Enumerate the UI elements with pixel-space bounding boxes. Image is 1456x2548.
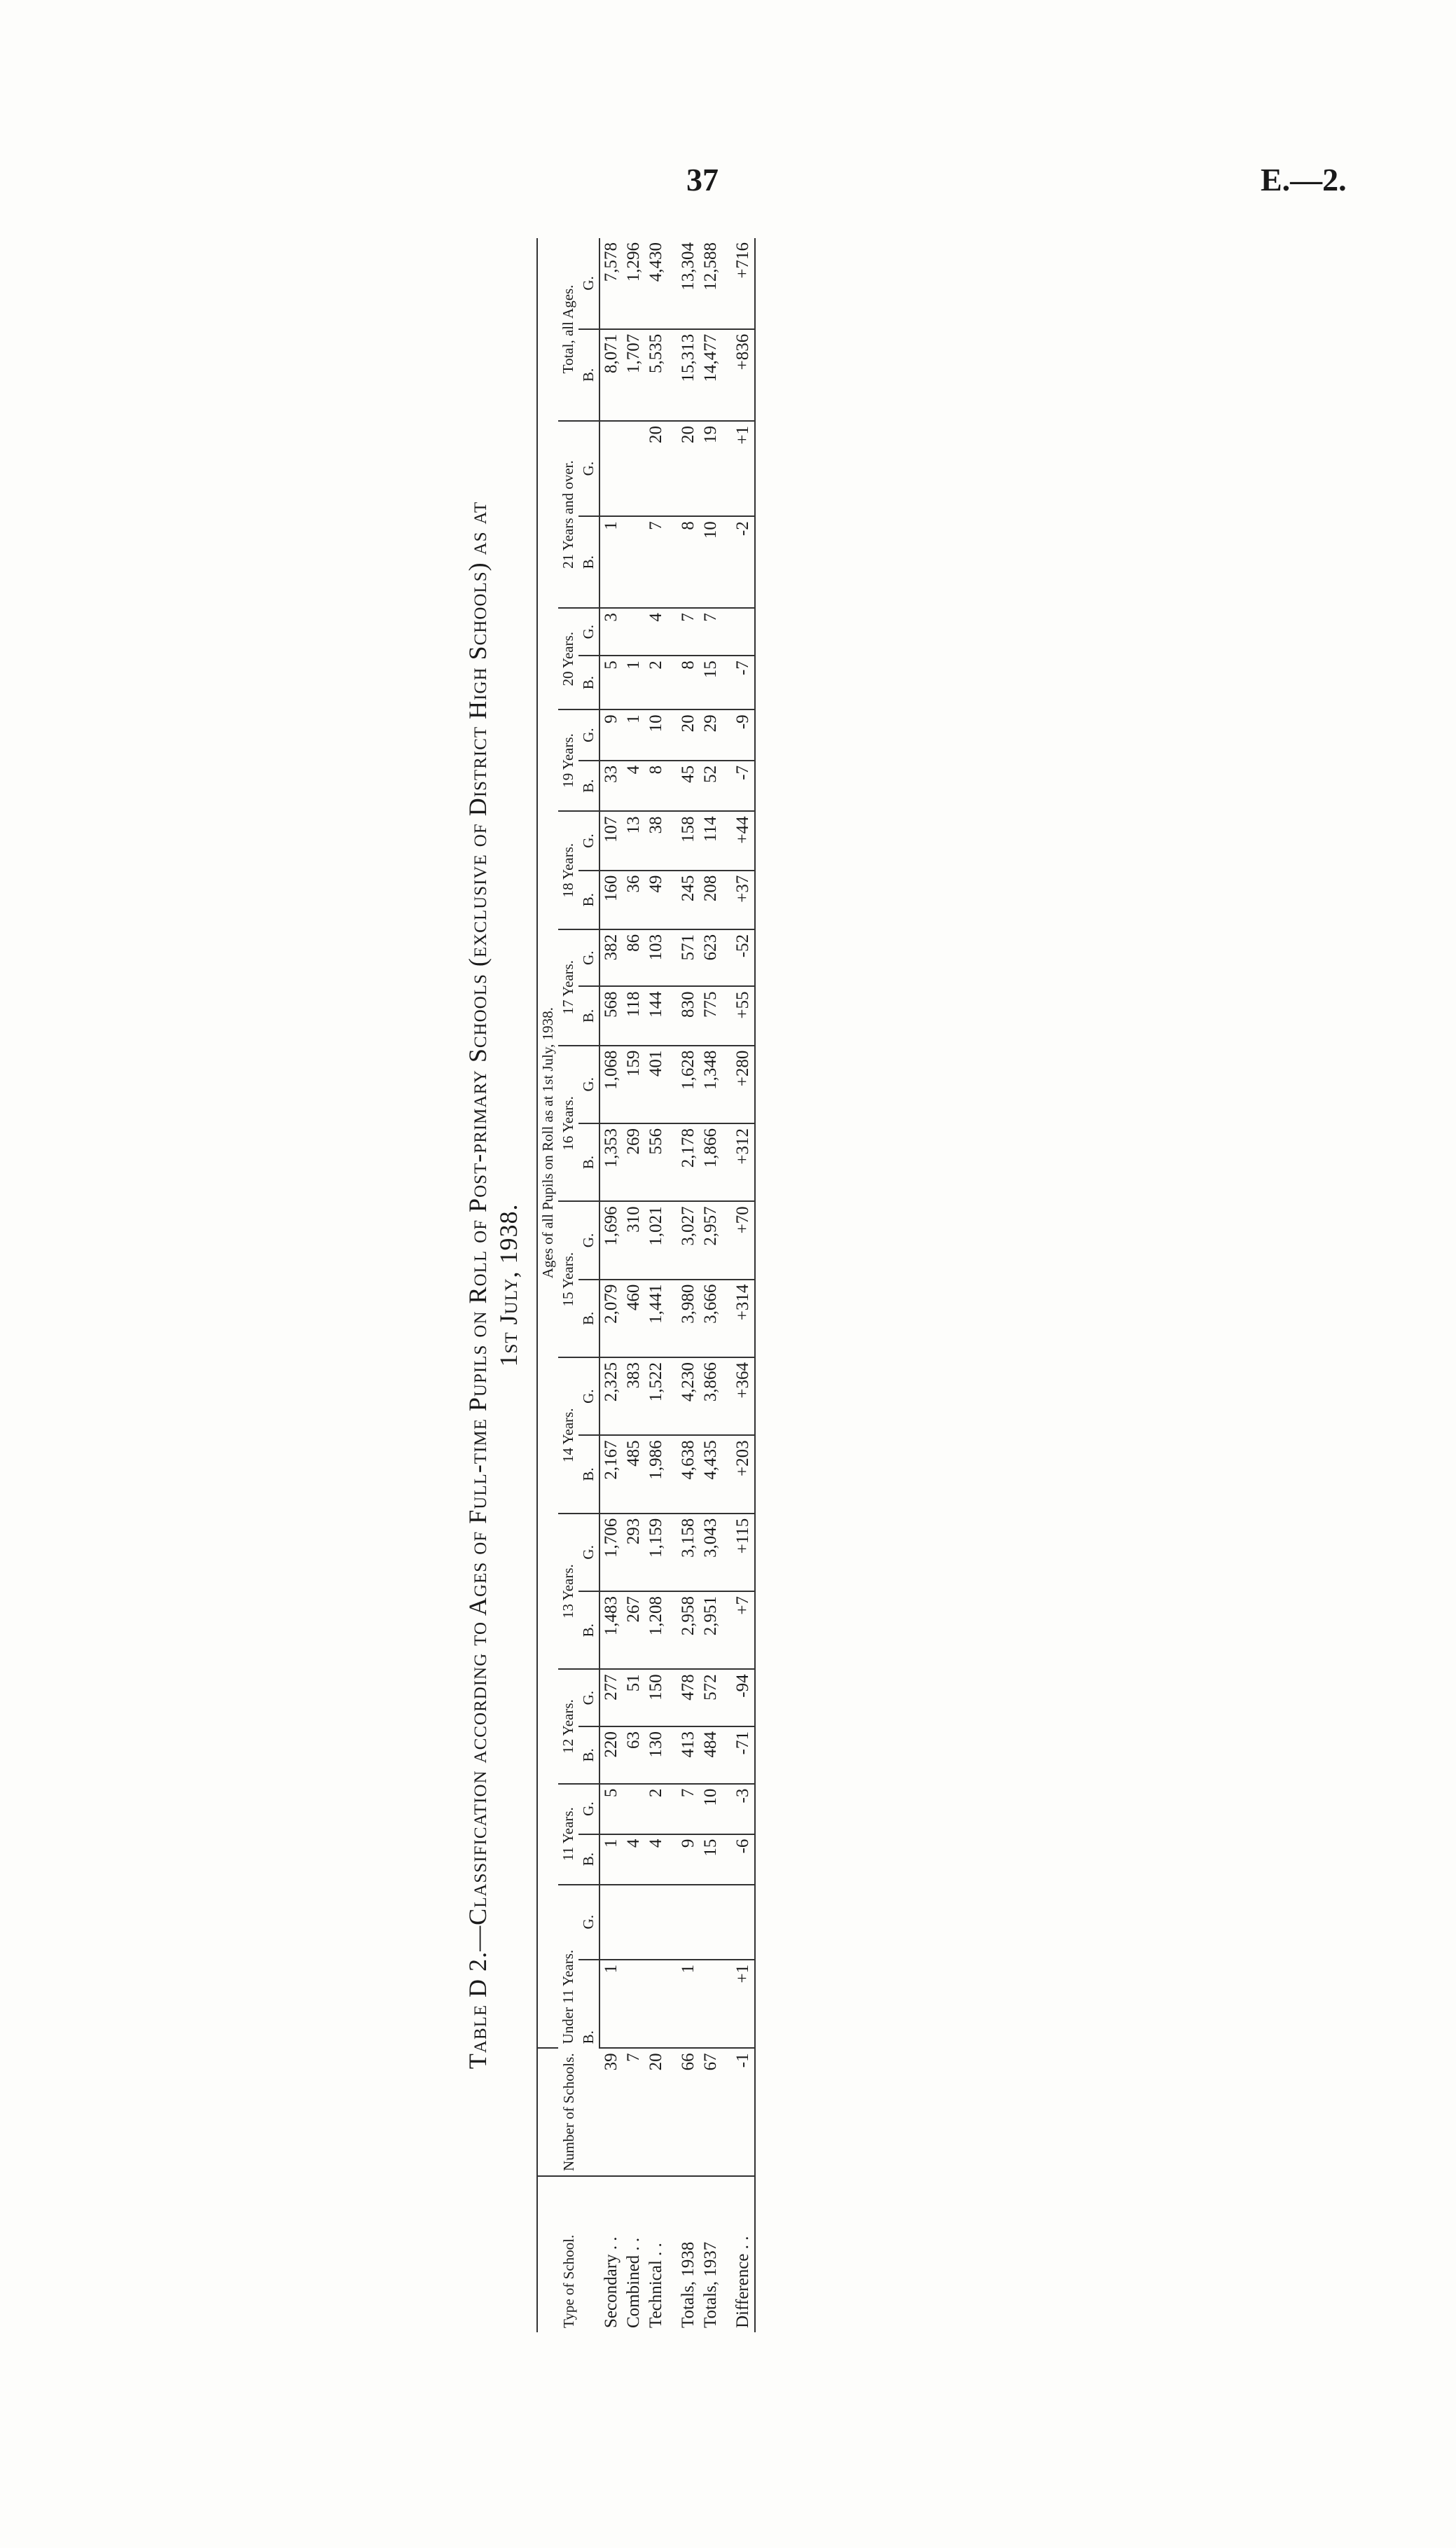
value-cell: 208 (700, 871, 722, 929)
value-cell: 830 (677, 986, 700, 1045)
value-cell: 484 (700, 1726, 722, 1784)
girls-subheader: G. (578, 1885, 599, 1960)
value-cell: 36 (623, 871, 645, 929)
value-cell: 1,441 (645, 1280, 667, 1357)
value-cell: 1,348 (700, 1046, 722, 1123)
value-cell: 2,957 (700, 1201, 722, 1279)
value-cell: 572 (700, 1669, 722, 1726)
value-cell: 107 (599, 811, 623, 870)
value-cell: 8 (677, 656, 700, 709)
value-cell: +1 (732, 421, 755, 516)
col-number-header: Number of Schools. (537, 2048, 599, 2176)
value-cell: 4 (645, 608, 667, 656)
value-cell: 19 (700, 421, 722, 516)
value-cell: 1 (599, 1834, 623, 1885)
value-cell: 3 (599, 608, 623, 656)
value-cell: 158 (677, 811, 700, 870)
value-cell (700, 1885, 722, 1960)
school-count-cell: 39 (599, 2048, 623, 2176)
table-row (677, 238, 700, 2332)
table-row (599, 238, 623, 2332)
girls-subheader: G. (578, 1201, 599, 1279)
school-type-cell: Combined . . (624, 2237, 643, 2328)
value-cell: 8,071 (599, 329, 623, 421)
boys-subheader: B. (578, 986, 599, 1045)
boys-subheader: B. (578, 656, 599, 709)
value-cell: +55 (732, 986, 755, 1045)
value-cell: +115 (732, 1514, 755, 1591)
value-cell: 1,522 (645, 1357, 667, 1435)
value-cell: 38 (645, 811, 667, 870)
value-cell: -7 (732, 761, 755, 812)
value-cell: 460 (623, 1280, 645, 1357)
value-cell: 1,021 (645, 1201, 667, 1279)
value-cell: 5,535 (645, 329, 667, 421)
value-cell: 1,866 (700, 1123, 722, 1201)
value-cell: -2 (732, 516, 755, 608)
value-cell: 144 (645, 986, 667, 1045)
age-group-header: 11 Years. (558, 1784, 578, 1885)
value-cell: 45 (677, 761, 700, 812)
school-type-cell: Secondary . . (601, 2236, 620, 2328)
value-cell (645, 1960, 667, 2049)
value-cell: 4 (645, 1834, 667, 1885)
value-cell: 8 (677, 516, 700, 608)
school-count-cell: 20 (645, 2048, 667, 2176)
value-cell: 556 (645, 1123, 667, 1201)
value-cell: 4,230 (677, 1357, 700, 1435)
age-group-header: 19 Years. (558, 709, 578, 811)
value-cell: 130 (645, 1726, 667, 1784)
value-cell: 15,313 (677, 329, 700, 421)
value-cell: 571 (677, 929, 700, 987)
value-cell: 4,435 (700, 1435, 722, 1513)
value-cell: +836 (732, 329, 755, 421)
value-cell: 2,178 (677, 1123, 700, 1201)
value-cell: 10 (700, 1784, 722, 1834)
value-cell: 1,068 (599, 1046, 623, 1123)
value-cell (732, 608, 755, 656)
age-group-header: 15 Years. (558, 1201, 578, 1357)
value-cell: 2,325 (599, 1357, 623, 1435)
value-cell (677, 1885, 700, 1960)
value-cell: 1 (677, 1960, 700, 2049)
value-cell: 1 (623, 656, 645, 709)
value-cell: 15 (700, 1834, 722, 1885)
table-row (623, 238, 645, 2332)
age-group-header: Total, all Ages. (558, 238, 578, 421)
value-cell: 1,707 (623, 329, 645, 421)
value-cell: 3,027 (677, 1201, 700, 1279)
value-cell: 1 (623, 709, 645, 761)
value-cell: 5 (599, 1784, 623, 1834)
age-group-header: 13 Years. (558, 1514, 578, 1670)
value-cell (599, 1885, 623, 1960)
school-type-cell: Technical . . (646, 2243, 665, 2328)
value-cell: 20 (677, 709, 700, 761)
value-cell: 52 (700, 761, 722, 812)
value-cell: 33 (599, 761, 623, 812)
girls-subheader: G. (578, 811, 599, 870)
value-cell: 2,079 (599, 1280, 623, 1357)
value-cell: 118 (623, 986, 645, 1045)
spacer-row (667, 238, 677, 2332)
value-cell: 2,958 (677, 1591, 700, 1669)
rotated-table-block (462, 238, 994, 2332)
value-cell: 2 (645, 656, 667, 709)
value-cell: 1,296 (623, 238, 645, 329)
boys-subheader: B. (578, 1960, 599, 2049)
value-cell: 293 (623, 1514, 645, 1591)
boys-subheader: B. (578, 1591, 599, 1669)
value-cell: +716 (732, 238, 755, 329)
span-header: Ages of all Pupils on Roll as at 1st July, 1938. (537, 238, 558, 2048)
value-cell: -52 (732, 929, 755, 987)
value-cell: 8 (645, 761, 667, 812)
value-cell: 103 (645, 929, 667, 987)
boys-subheader: B. (578, 1123, 599, 1201)
value-cell: 277 (599, 1669, 623, 1726)
school-type-cell: Totals, 1937 (701, 2241, 720, 2328)
school-count-cell: 7 (623, 2048, 645, 2176)
value-cell: 20 (677, 421, 700, 516)
value-cell: +203 (732, 1435, 755, 1513)
spacer-row (722, 238, 732, 2332)
value-cell: 3,043 (700, 1514, 722, 1591)
age-group-header: 16 Years. (558, 1046, 578, 1202)
value-cell: 10 (645, 709, 667, 761)
value-cell: 4,430 (645, 238, 667, 329)
school-count-cell: 67 (700, 2048, 722, 2176)
value-cell (732, 1885, 755, 1960)
school-type-cell: Difference . . (732, 2176, 755, 2332)
value-cell: +1 (732, 1960, 755, 2049)
value-cell: 159 (623, 1046, 645, 1123)
value-cell: 4,638 (677, 1435, 700, 1513)
value-cell: 267 (623, 1591, 645, 1669)
value-cell: 401 (645, 1046, 667, 1123)
value-cell (623, 516, 645, 608)
value-cell: -7 (732, 656, 755, 709)
value-cell: 269 (623, 1123, 645, 1201)
age-group-header: 18 Years. (558, 811, 578, 929)
page-number: 37 (686, 162, 719, 198)
value-cell: 29 (700, 709, 722, 761)
value-cell: 12,588 (700, 238, 722, 329)
table-title (462, 238, 524, 2332)
school-type-cell: Totals, 1938 (679, 2241, 698, 2328)
age-group-header: 14 Years. (558, 1357, 578, 1514)
value-cell: -71 (732, 1726, 755, 1784)
value-cell: 623 (700, 929, 722, 987)
value-cell: 382 (599, 929, 623, 987)
age-group-header: 20 Years. (558, 608, 578, 709)
age-group-header: Under 11 Years. (560, 1949, 576, 2044)
value-cell: 14,477 (700, 329, 722, 421)
value-cell: 49 (645, 871, 667, 929)
value-cell: 160 (599, 871, 623, 929)
girls-subheader: G. (578, 929, 599, 987)
value-cell: -9 (732, 709, 755, 761)
value-cell: 1,208 (645, 1591, 667, 1669)
value-cell: 10 (700, 516, 722, 608)
table-row (645, 238, 667, 2332)
value-cell: 86 (623, 929, 645, 987)
boys-subheader: B. (578, 1726, 599, 1784)
boys-subheader: B. (578, 871, 599, 929)
age-group-header: 12 Years. (558, 1669, 578, 1783)
value-cell: 13 (623, 811, 645, 870)
value-cell: 245 (677, 871, 700, 929)
value-cell: 4 (623, 761, 645, 812)
value-cell: 3,666 (700, 1280, 722, 1357)
value-cell: 1,159 (645, 1514, 667, 1591)
value-cell: 3,866 (700, 1357, 722, 1435)
value-cell: 1 (599, 516, 623, 608)
value-cell (645, 1885, 667, 1960)
value-cell: +312 (732, 1123, 755, 1201)
value-cell: 13,304 (677, 238, 700, 329)
value-cell: 20 (645, 421, 667, 516)
value-cell: 1,628 (677, 1046, 700, 1123)
value-cell (623, 421, 645, 516)
value-cell: 1,986 (645, 1435, 667, 1513)
value-cell: 1,706 (599, 1514, 623, 1591)
school-count-cell: -1 (732, 2048, 755, 2176)
value-cell: 51 (623, 1669, 645, 1726)
value-cell: -94 (732, 1669, 755, 1726)
value-cell: -6 (732, 1834, 755, 1885)
value-cell (700, 1960, 722, 2049)
value-cell: 1,483 (599, 1591, 623, 1669)
girls-subheader: G. (578, 238, 599, 329)
table-title-line2: 1st July, 1938. (494, 1203, 522, 1367)
girls-subheader: G. (578, 1669, 599, 1726)
value-cell: 4 (623, 1834, 645, 1885)
age-group-header: 21 Years and over. (558, 421, 578, 608)
value-cell: +44 (732, 811, 755, 870)
boys-subheader: B. (578, 1280, 599, 1357)
table-row (732, 238, 755, 2332)
girls-subheader: G. (578, 709, 599, 761)
value-cell: 1,696 (599, 1201, 623, 1279)
value-cell: 1,353 (599, 1123, 623, 1201)
value-cell: 568 (599, 986, 623, 1045)
value-cell: -3 (732, 1784, 755, 1834)
value-cell: 3,158 (677, 1514, 700, 1591)
age-classification-table (536, 238, 756, 2332)
value-cell: 2,951 (700, 1591, 722, 1669)
value-cell (623, 608, 645, 656)
value-cell: 150 (645, 1669, 667, 1726)
girls-subheader: G. (578, 1357, 599, 1435)
value-cell (623, 1885, 645, 1960)
value-cell: 7 (677, 608, 700, 656)
table-row (700, 238, 722, 2332)
value-cell: 3,980 (677, 1280, 700, 1357)
value-cell: 1 (599, 1960, 623, 2049)
boys-subheader: B. (578, 1834, 599, 1885)
value-cell: 2,167 (599, 1435, 623, 1513)
value-cell: 7 (677, 1784, 700, 1834)
boys-subheader: B. (578, 329, 599, 421)
girls-subheader: G. (578, 1046, 599, 1123)
col-type-header: Type of School. (537, 2176, 599, 2332)
page-code: E.—2. (1261, 162, 1347, 198)
value-cell (623, 1784, 645, 1834)
value-cell: 7 (645, 516, 667, 608)
value-cell: 7,578 (599, 238, 623, 329)
value-cell: 2 (645, 1784, 667, 1834)
value-cell: 310 (623, 1201, 645, 1279)
value-cell: 775 (700, 986, 722, 1045)
value-cell: 413 (677, 1726, 700, 1784)
boys-subheader: B. (578, 516, 599, 608)
table-title-line1: Table D 2.—Classification according to Ages of Full-time Pupils on Roll of Post-primary Schools (exclusive of District High Schools) as at (464, 501, 492, 2070)
value-cell: +314 (732, 1280, 755, 1357)
value-cell: +7 (732, 1591, 755, 1669)
value-cell: 114 (700, 811, 722, 870)
value-cell: +280 (732, 1046, 755, 1123)
girls-subheader: G. (578, 608, 599, 656)
value-cell: 7 (700, 608, 722, 656)
value-cell: +37 (732, 871, 755, 929)
boys-subheader: B. (578, 1435, 599, 1513)
value-cell (623, 1960, 645, 2049)
girls-subheader: G. (578, 1514, 599, 1591)
value-cell: 5 (599, 656, 623, 709)
boys-subheader: B. (578, 761, 599, 812)
age-group-header: 17 Years. (558, 929, 578, 1046)
value-cell: 478 (677, 1669, 700, 1726)
value-cell: 63 (623, 1726, 645, 1784)
value-cell: 9 (677, 1834, 700, 1885)
value-cell: 383 (623, 1357, 645, 1435)
value-cell: 15 (700, 656, 722, 709)
value-cell: 485 (623, 1435, 645, 1513)
girls-subheader: G. (578, 1784, 599, 1834)
value-cell: +364 (732, 1357, 755, 1435)
value-cell (599, 421, 623, 516)
girls-subheader: G. (578, 421, 599, 516)
value-cell: 220 (599, 1726, 623, 1784)
value-cell: 9 (599, 709, 623, 761)
value-cell: +70 (732, 1201, 755, 1279)
school-count-cell: 66 (677, 2048, 700, 2176)
